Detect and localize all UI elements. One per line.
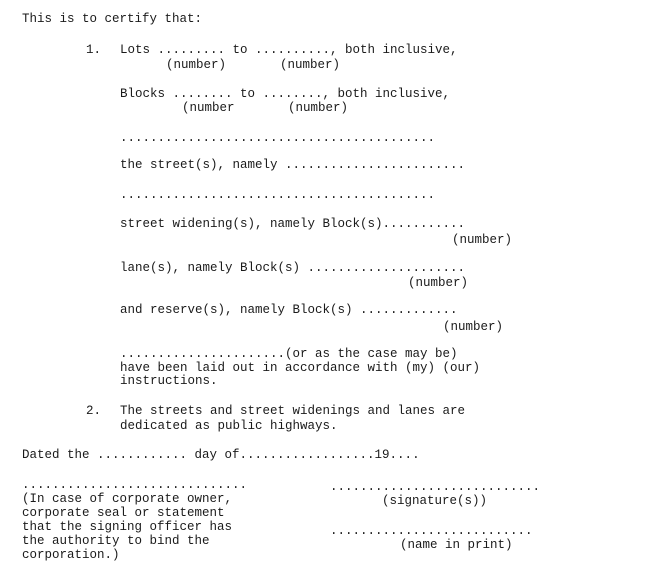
lots-sub-label-a: (number): [166, 58, 227, 72]
case-line: ......................(or as the case may be): [120, 347, 458, 361]
widening-sub-label: (number): [452, 233, 513, 247]
lane-line: lane(s), namely Block(s) .....................: [120, 261, 466, 275]
corporate-note-line: corporate seal or statement: [22, 506, 225, 520]
lots-line: Lots ......... to .........., both inclusive,: [120, 43, 458, 57]
street-line: the street(s), namely ........................: [120, 158, 466, 172]
blocks-sub-label-b: (number): [288, 101, 349, 115]
intro-line: This is to certify that:: [22, 12, 203, 26]
blank-dotted-line-2: ..........................................: [120, 188, 436, 202]
signature-dotted-line: ............................: [330, 480, 541, 494]
lots-sub-label-b: (number): [280, 58, 341, 72]
lane-sub-label: (number): [408, 276, 469, 290]
laid-out-line: have been laid out in accordance with (my) (our): [120, 361, 481, 375]
blocks-line: Blocks ........ to ........, both inclusive,: [120, 87, 451, 101]
instructions-line: instructions.: [120, 374, 218, 388]
signature-label: (signature(s)): [382, 494, 488, 508]
name-in-print-label: (name in print): [400, 538, 513, 552]
item-2-line-1: The streets and street widenings and lanes are: [120, 404, 466, 418]
street-widening-line: street widening(s), namely Block(s)...........: [120, 217, 466, 231]
corporate-note-line: corporation.): [22, 548, 120, 562]
name-dotted-line: ...........................: [330, 524, 533, 538]
corporate-note-line: (In case of corporate owner,: [22, 492, 233, 506]
corporate-note-line: that the signing officer has: [22, 520, 233, 534]
dated-line: Dated the ............ day of..................19....: [22, 448, 420, 462]
corporate-note-line: the authority to bind the: [22, 534, 210, 548]
item-2-number: 2.: [86, 404, 102, 418]
blocks-sub-label-a: (number: [182, 101, 235, 115]
reserve-line: and reserve(s), namely Block(s) .............: [120, 303, 458, 317]
reserve-sub-label: (number): [443, 320, 504, 334]
blank-dotted-line-1: ..........................................: [120, 131, 436, 145]
item-2-line-2: dedicated as public highways.: [120, 419, 338, 433]
corporate-dotted-line: ..............................: [22, 478, 248, 492]
item-1-number: 1.: [86, 43, 102, 57]
